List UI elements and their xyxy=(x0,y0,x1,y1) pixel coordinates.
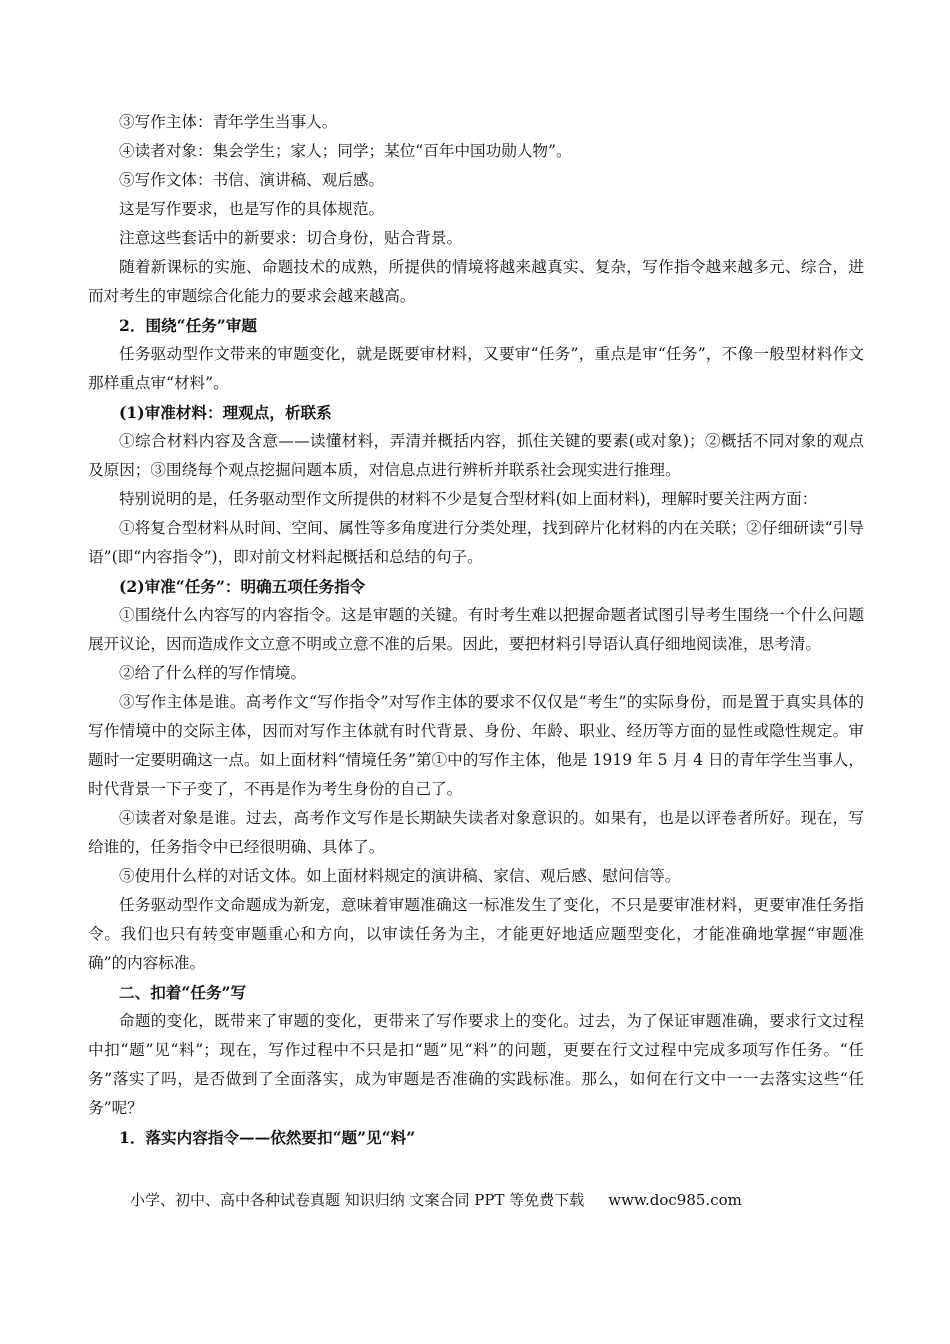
paragraph: ④读者对象：集会学生；家人；同学；某位“百年中国功勋人物”。 xyxy=(119,142,572,160)
section-heading: 二、扣着“任务”写 xyxy=(119,983,247,1002)
paragraph: ⑤使用什么样的对话文体。如上面材料规定的演讲稿、家信、观后感、慰问信等。 xyxy=(119,867,681,885)
paragraph: 注意这些套话中的新要求：切合身份，贴合背景。 xyxy=(119,229,463,247)
paragraph: ①围绕什么内容写的内容指令。这是审题的关键。有时考生难以把握命题者试图引导考生围绕一个什么问题展开议论，因而造成作文立意不明或立意不准的后果。因此，要把材料引导语认真仔细地阅读准，思考清。 xyxy=(88,606,864,653)
page-footer xyxy=(130,1188,830,1212)
paragraph: ④读者对象是谁。过去，高考作文写作是长期缺失读者对象意识的。如果有，也是以评卷者所好。现在，写给谁的，任务指令中已经很明确、具体了。 xyxy=(88,809,864,856)
footer-url[interactable]: www.doc985.com xyxy=(608,1191,742,1209)
subsection-heading: (2)审准“任务”：明确五项任务指令 xyxy=(119,577,366,596)
paragraph: ①综合材料内容及含意——读懂材料，弄清并概括内容，抓住关键的要素(或对象)；②概括不同对象的观点及原因；③围绕每个观点挖掘问题本质，对信息点进行辨析并联系社会现实进行推理。 xyxy=(88,432,864,479)
subsection-heading: (1)审准材料：理观点，析联系 xyxy=(119,403,332,422)
paragraph: ②给了什么样的写作情境。 xyxy=(119,664,307,682)
footer-text: 小学、初中、高中各种试卷真题 知识归纳 文案合同 PPT 等免费下载 xyxy=(130,1191,585,1209)
paragraph: 特别说明的是，任务驱动型作文所提供的材料不少是复合型材料(如上面材料)，理解时要关注两方面： xyxy=(119,490,818,508)
section-heading: 2．围绕“任务”审题 xyxy=(119,316,257,335)
paragraph: 这是写作要求，也是写作的具体规范。 xyxy=(119,200,385,218)
paragraph: 命题的变化，既带来了审题的变化，更带来了写作要求上的变化。过去，为了保证审题准确，要求行文过程中扣“题”见“料”；现在，写作过程中不只是扣“题”见“料”的问题，更要在行文过程中完成多项写作任务。“任务”落实了吗，是否做到了全面落实，成为审题是否准确的实践标准。那么，如何在行文中一一去落实这些“任务”呢？ xyxy=(88,1012,864,1117)
paragraph: 任务驱动型作文命题成为新宠，意味着审题准确这一标准发生了变化，不只是要审准材料，更要审准任务指令。我们也只有转变审题重心和方向，以审读任务为主，才能更好地适应题型变化，才能准确地掌握“审题准确”的内容标准。 xyxy=(88,896,864,972)
paragraph: ⑤写作文体：书信、演讲稿、观后感。 xyxy=(119,171,385,189)
paragraph: 任务驱动型作文带来的审题变化，就是既要审材料，又要审“任务”，重点是审“任务”，不像一般型材料作文那样重点审“材料”。 xyxy=(88,345,864,392)
section-heading: 1．落实内容指令——依然要扣“题”见“料” xyxy=(119,1128,416,1147)
paragraph: 随着新课标的实施、命题技术的成熟，所提供的情境将越来越真实、复杂，写作指令越来越多元、综合，进而对考生的审题综合化能力的要求会越来越高。 xyxy=(88,258,864,305)
document-body xyxy=(88,108,864,1152)
paragraph: ③写作主体是谁。高考作文“写作指令”对写作主体的要求不仅仅是“考生”的实际身份，而是置于真实具体的写作情境中的交际主体，因而对写作主体就有时代背景、身份、年龄、职业、经历等方面的显性或隐性规定。审题时一定要明确这一点。如上面材料“情境任务”第①中的写作主体，他是 1919 年 5 月 4 日的青年学生当事人，时代背景一下子变了，不再是作为考生身份的自己了。 xyxy=(88,693,864,798)
paragraph: ①将复合型材料从时间、空间、属性等多角度进行分类处理，找到碎片化材料的内在关联；②仔细研读“引导语”(即“内容指令”)，即对前文材料起概括和总结的句子。 xyxy=(88,519,864,566)
paragraph: ③写作主体：青年学生当事人。 xyxy=(119,113,338,131)
